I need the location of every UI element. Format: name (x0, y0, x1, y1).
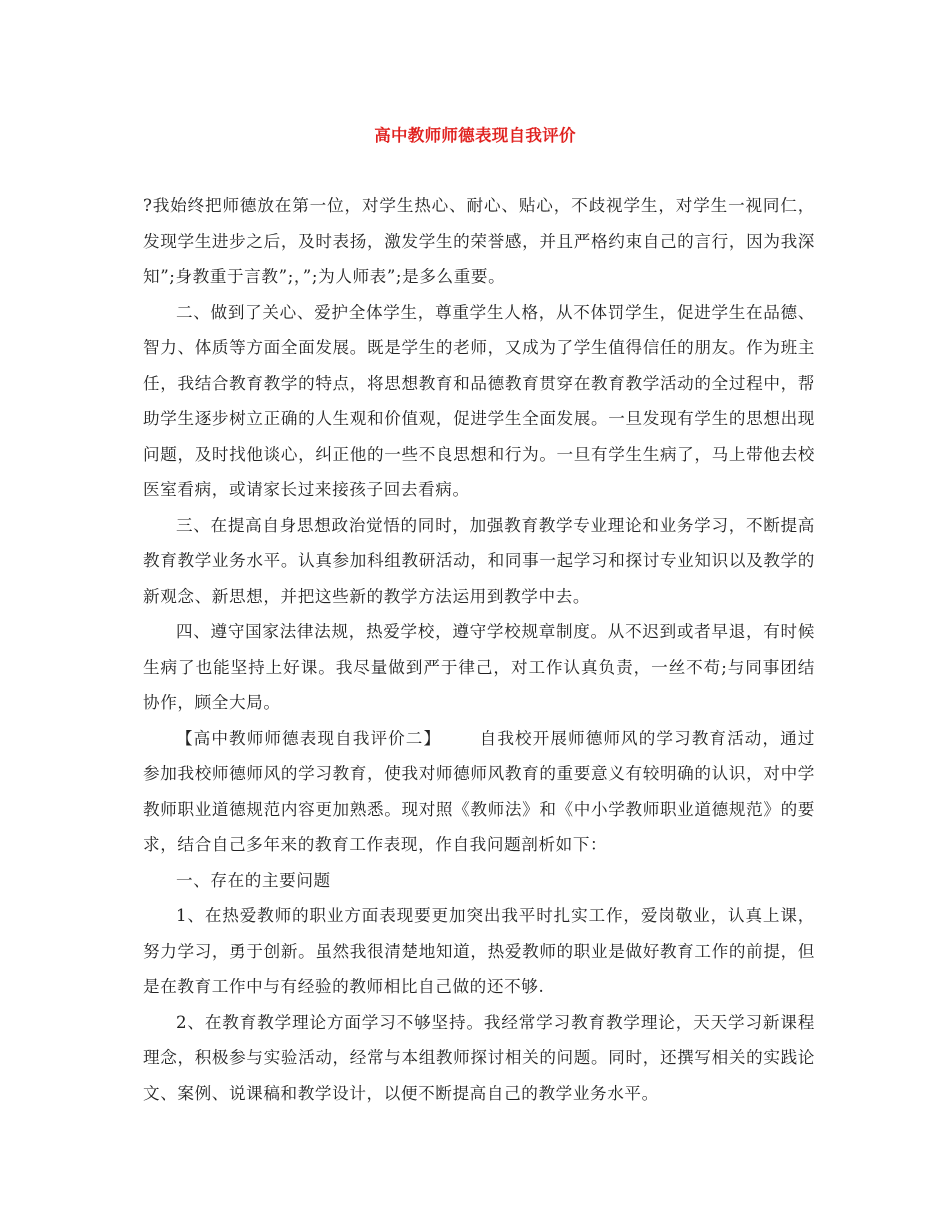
document-title: 高中教师师德表现自我评价 (374, 126, 576, 145)
paragraph-2: 二、做到了关心、爱护全体学生，尊重学生人格，从不体罚学生，促进学生在品德、智力、体质等方面全面发展。既是学生的老师，又成为了学生值得信任的朋友。作为班主任，我结合教育教学的特点，将思想教育和品德教育贯穿在教育教学活动的全过程中，帮助学生逐步树立正确的人生观和价值观，促进学生全面发展。一旦发现有学生的思想出现问题，及时找他谈心，纠正他的一些不良思想和行为。一旦有学生生病了，马上带他去校医室看病，或请家长过来接孩子回去看病。 (143, 302, 815, 499)
paragraph-4: 四、遵守国家法律法规，热爱学校，遵守学校规章制度。从不迟到或者早退，有时候生病了也能坚持上好课。我尽量做到严于律己，对工作认真负责，一丝不苟;与同事团结协作，顾全大局。 (143, 622, 815, 712)
section2-intro: 自我校开展师德师风的学习教育活动，通过参加我校师德师风的学习教育，使我对师德师风教育的重要意义有较明确的认识，对中学教师职业道德规范内容更加熟悉。现对照《教师法》和《中小学教师职业道德规范》的要求，结合自己多年来的教育工作表现，作自我问题剖析如下： (143, 728, 816, 854)
section2-subheading: 一、存在的主要问题 (176, 870, 331, 890)
paragraph-3: 三、在提高自身思想政治觉悟的同时，加强教育教学专业理论和业务学习，不断提高教育教学业务水平。认真参加科组教研活动，和同事一起学习和探讨专业知识以及教学的新观念、新思想，并把这些新的教学方法运用到教学中去。 (143, 515, 815, 606)
paragraph-1: ?我始终把师德放在第一位，对学生热心、耐心、贴心，不歧视学生，对学生一视同仁，发现学生进步之后，及时表扬，激发学生的荣誉感，并且严格约束自己的言行，因为我深知”;身教重于言教”;，”;为人师表”;是多么重要。 (143, 196, 815, 286)
section2-intro-paragraph (143, 721, 815, 863)
section2-item-1: 1、在热爱教师的职业方面表现要更加突出我平时扎实工作，爱岗敬业，认真上课，努力学习，勇于创新。虽然我很清楚地知道，热爱教师的职业是做好教育工作的前提，但是在教育工作中与有经验的教师相比自己做的还不够. (143, 906, 815, 996)
document-body (143, 188, 815, 1111)
section2-heading: 【高中教师师德表现自我评价二】 (176, 728, 442, 748)
section2-item-2: 2、在教育教学理论方面学习不够坚持。我经常学习教育教学理论，天天学习新课程理念，积极参与实验活动，经常与本组教师探讨相关的问题。同时，还撰写相关的实践论文、案例、说课稿和教学设计，以便不断提高自己的教学业务水平。 (143, 1012, 815, 1103)
